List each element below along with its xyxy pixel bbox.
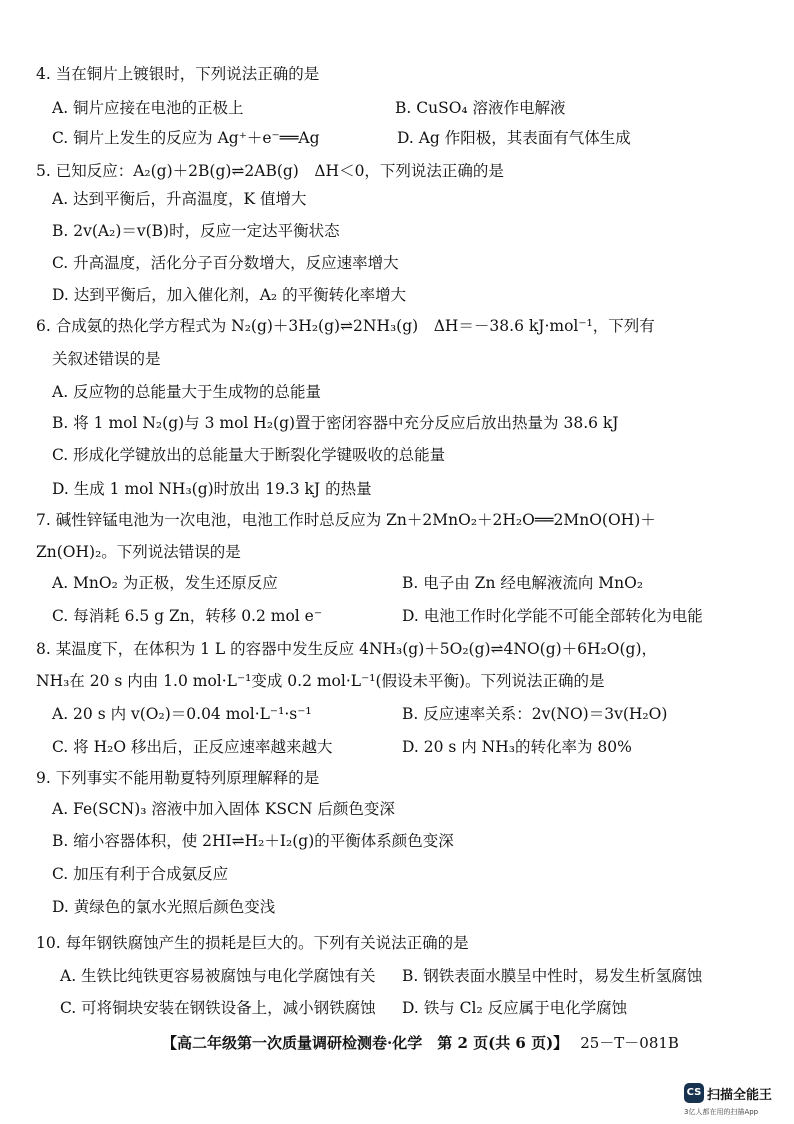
option-9d: D. 黄绿色的氯水光照后颜色变浅 bbox=[52, 898, 276, 916]
option-7d: D. 电池工作时化学能不可能全部转化为电能 bbox=[402, 607, 703, 625]
option-8c: C. 将 H₂O 移出后，正反应速率越来越大 bbox=[52, 738, 333, 756]
option-5b: B. 2v(A₂)＝v(B)时，反应一定达平衡状态 bbox=[52, 222, 340, 240]
option-4b: B. CuSO₄ 溶液作电解液 bbox=[395, 99, 566, 117]
option-8a: A. 20 s 内 v(O₂)＝0.04 mol·L⁻¹·s⁻¹ bbox=[52, 705, 312, 723]
option-4c: C. 铜片上发生的反应为 Ag⁺＋e⁻══Ag bbox=[52, 129, 320, 147]
option-4a: A. 铜片应接在电池的正极上 bbox=[52, 99, 244, 117]
scanner-app-name: 扫描全能王 bbox=[707, 1088, 773, 1103]
question-7-stem-cont: Zn(OH)₂。下列说法错误的是 bbox=[36, 543, 241, 561]
question-9-stem: 9. 下列事实不能用勒夏特列原理解释的是 bbox=[36, 769, 320, 787]
question-10-stem: 10. 每年钢铁腐蚀产生的损耗是巨大的。下列有关说法正确的是 bbox=[36, 934, 469, 952]
question-7-stem: 7. 碱性锌锰电池为一次电池，电池工作时总反应为 Zn＋2MnO₂＋2H₂O══2MnO(OH)＋ bbox=[36, 511, 656, 529]
page-footer bbox=[162, 1032, 679, 1053]
scanner-watermark bbox=[684, 1083, 794, 1124]
option-7b: B. 电子由 Zn 经电解液流向 MnO₂ bbox=[402, 574, 644, 592]
option-10b: B. 钢铁表面水膜呈中性时，易发生析氢腐蚀 bbox=[402, 967, 703, 985]
option-8d: D. 20 s 内 NH₃的转化率为 80% bbox=[402, 738, 632, 756]
question-5-stem: 5. 已知反应：A₂(g)＋2B(g)⇌2AB(g) ΔH＜0，下列说法正确的是 bbox=[36, 162, 504, 180]
scanner-logo-icon: CS bbox=[684, 1083, 704, 1103]
question-4-stem: 4. 当在铜片上镀银时，下列说法正确的是 bbox=[36, 65, 320, 83]
option-6a: A. 反应物的总能量大于生成物的总能量 bbox=[52, 383, 322, 401]
option-9c: C. 加压有利于合成氨反应 bbox=[52, 865, 229, 883]
option-6b: B. 将 1 mol N₂(g)与 3 mol H₂(g)置于密闭容器中充分反应后放出热量为 38.6 kJ bbox=[52, 414, 619, 432]
option-9a: A. Fe(SCN)₃ 溶液中加入固体 KSCN 后颜色变深 bbox=[52, 800, 395, 818]
option-6d: D. 生成 1 mol NH₃(g)时放出 19.3 kJ 的热量 bbox=[52, 480, 372, 498]
option-10d: D. 铁与 Cl₂ 反应属于电化学腐蚀 bbox=[402, 999, 628, 1017]
question-6-stem-cont: 关叙述错误的是 bbox=[52, 350, 161, 368]
footer-code: 25－T－081B bbox=[580, 1034, 679, 1052]
option-5c: C. 升高温度，活化分子百分数增大，反应速率增大 bbox=[52, 254, 399, 272]
footer-title: 【高二年级第一次质量调研检测卷·化学 第 2 页(共 6 页)】 bbox=[162, 1034, 569, 1052]
option-6c: C. 形成化学键放出的总能量大于断裂化学键吸收的总能量 bbox=[52, 446, 446, 464]
option-8b: B. 反应速率关系：2v(NO)＝3v(H₂O) bbox=[402, 705, 668, 723]
option-9b: B. 缩小容器体积，使 2HI⇌H₂＋I₂(g)的平衡体系颜色变深 bbox=[52, 832, 454, 850]
option-10a: A. 生铁比纯铁更容易被腐蚀与电化学腐蚀有关 bbox=[60, 967, 376, 985]
option-5d: D. 达到平衡后，加入催化剂，A₂ 的平衡转化率增大 bbox=[52, 286, 407, 304]
option-10c: C. 可将铜块安装在钢铁设备上，减小钢铁腐蚀 bbox=[60, 999, 376, 1017]
option-5a: A. 达到平衡后，升高温度，K 值增大 bbox=[52, 190, 307, 208]
option-4d: D. Ag 作阳极，其表面有气体生成 bbox=[397, 129, 631, 147]
question-8-stem-cont: NH₃在 20 s 内由 1.0 mol·L⁻¹变成 0.2 mol·L⁻¹(假设未平衡)。下列说法正确的是 bbox=[36, 672, 605, 690]
option-7c: C. 每消耗 6.5 g Zn，转移 0.2 mol e⁻ bbox=[52, 607, 323, 625]
option-7a: A. MnO₂ 为正极，发生还原反应 bbox=[52, 574, 278, 592]
question-6-stem: 6. 合成氨的热化学方程式为 N₂(g)＋3H₂(g)⇌2NH₃(g) ΔH＝－38.6 kJ·mol⁻¹，下列有 bbox=[36, 317, 655, 335]
scanner-tagline: 3亿人都在用的扫描App bbox=[684, 1108, 759, 1116]
question-8-stem: 8. 某温度下，在体积为 1 L 的容器中发生反应 4NH₃(g)＋5O₂(g)⇌4NO(g)＋6H₂O(g)， bbox=[36, 640, 658, 658]
